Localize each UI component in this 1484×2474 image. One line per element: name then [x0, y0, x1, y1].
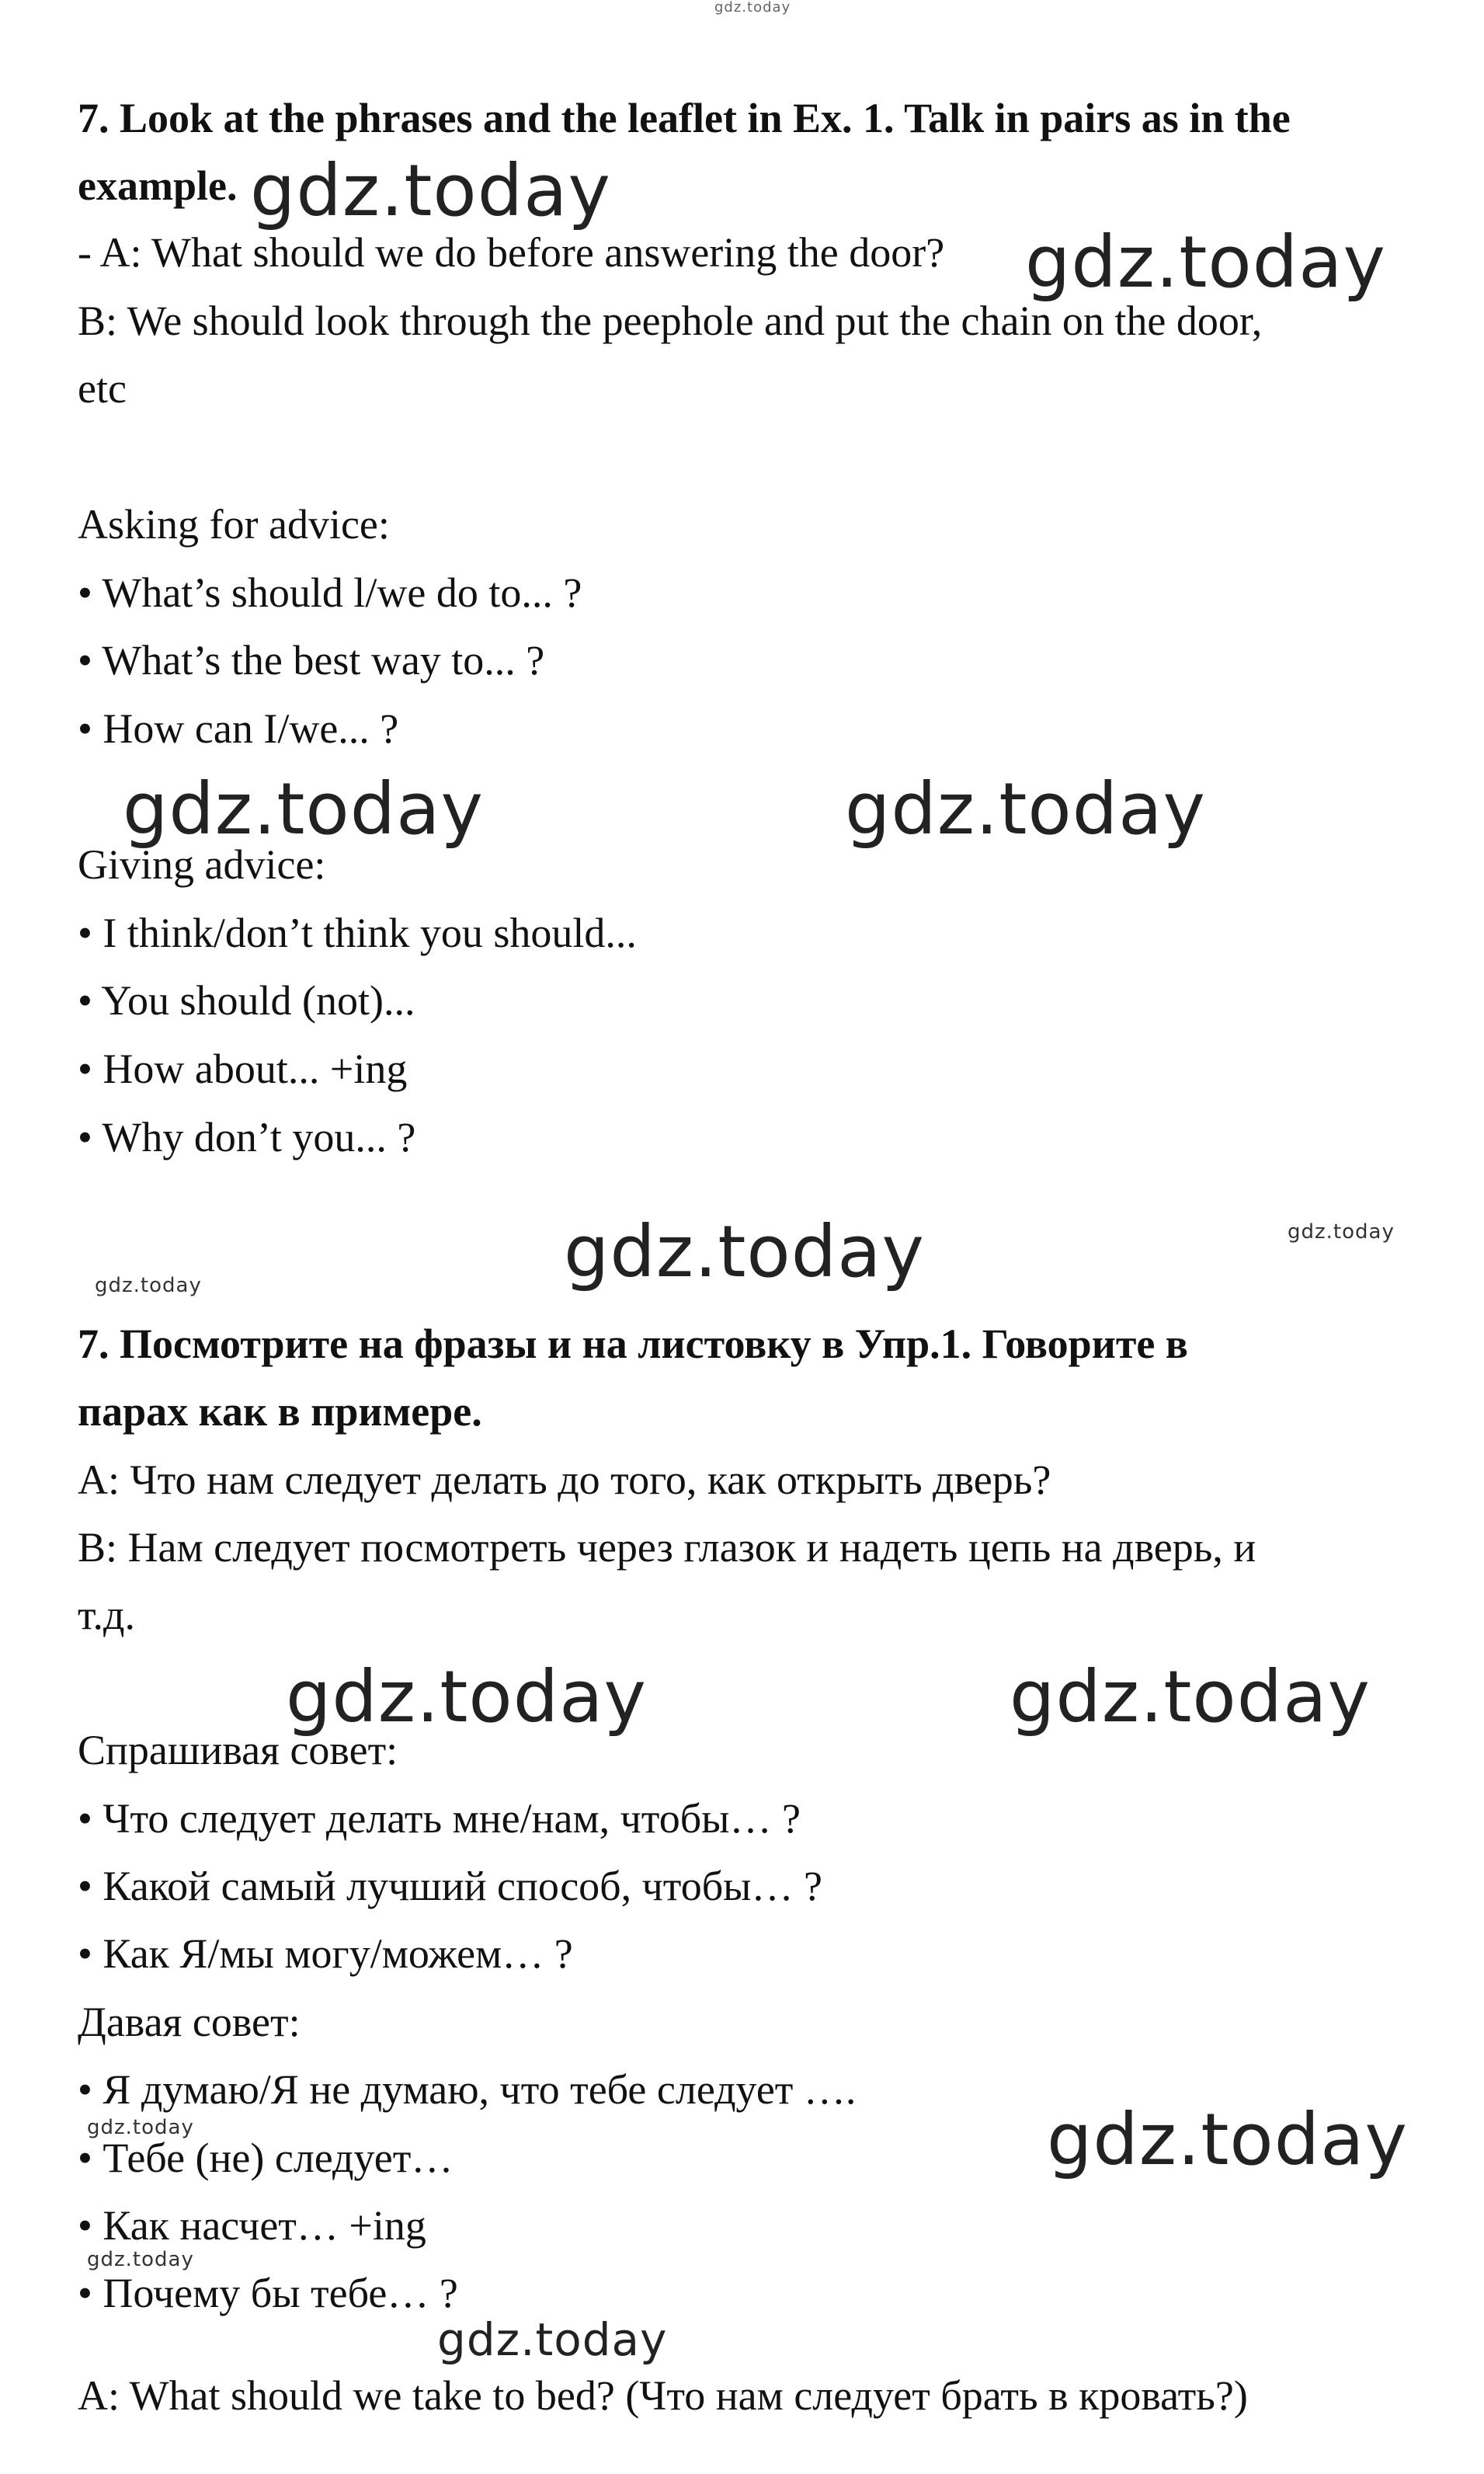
english-asking-title: Asking for advice: [78, 501, 390, 548]
watermark-small: gdz.today [95, 1274, 202, 1297]
russian-asking-title: Спрашивая совет: [78, 1727, 398, 1773]
russian-asking-item: • Что следует делать мне/нам, чтобы… ? [78, 1795, 801, 1842]
russian-heading-line1: 7. Посмотрите на фразы и на листовку в Упр.1. Говорите в [78, 1321, 1188, 1367]
watermark-small: gdz.today [87, 2248, 194, 2271]
english-asking-item: • How can I/we... ? [78, 705, 399, 752]
english-dialogue-b-line2: etc [78, 365, 127, 412]
english-asking-item: • What’s the best way to... ? [78, 637, 545, 684]
russian-giving-item: • Как насчет… +ing [78, 2202, 426, 2249]
watermark: gdz.today [123, 767, 484, 851]
english-asking-item: • What’s should l/we do to... ? [78, 569, 582, 616]
russian-dialogue-b-line1: В: Нам следует посмотреть через глазок и надеть цепь на дверь, и [78, 1524, 1256, 1571]
russian-dialogue-a: А: Что нам следует делать до того, как открыть дверь? [78, 1456, 1051, 1503]
russian-asking-item: • Как Я/мы могу/можем… ? [78, 1930, 573, 1977]
russian-asking-item: • Какой самый лучший способ, чтобы… ? [78, 1863, 822, 1909]
watermark: gdz.today [845, 767, 1206, 851]
watermark: gdz.today [564, 1210, 925, 1293]
final-line: A: What should we take to bed? (Что нам следует брать в кровать?) [78, 2372, 1248, 2419]
watermark: gdz.today [1025, 221, 1386, 304]
watermark: gdz.today [250, 149, 611, 232]
watermark: gdz.today [1010, 1655, 1371, 1738]
russian-giving-item: • Почему бы тебе… ? [78, 2270, 458, 2316]
watermark: gdz.today [286, 1655, 647, 1738]
russian-giving-title: Давая совет: [78, 1999, 301, 2045]
russian-giving-item: • Я думаю/Я не думаю, что тебе следует …. [78, 2066, 857, 2113]
english-giving-item: • How about... +ing [78, 1046, 408, 1092]
russian-dialogue-b-line2: т.д. [78, 1592, 136, 1638]
russian-giving-item: • Тебе (не) следует… [78, 2135, 454, 2181]
english-giving-title: Giving advice: [78, 841, 326, 888]
english-dialogue-b-line1: B: We should look through the peephole and put the chain on the door, [78, 298, 1263, 344]
english-dialogue-a: - A: What should we do before answering the door? [78, 229, 945, 276]
watermark-small: gdz.today [87, 2116, 194, 2139]
watermark-medium: gdz.today [437, 2313, 668, 2366]
watermark: gdz.today [1047, 2098, 1408, 2181]
english-giving-item: • I think/don’t think you should... [78, 910, 637, 956]
watermark-top: gdz.today [714, 0, 791, 16]
english-giving-item: • Why don’t you... ? [78, 1114, 416, 1160]
watermark-small: gdz.today [1288, 1220, 1395, 1244]
english-heading-line1: 7. Look at the phrases and the leaflet in Ex. 1. Talk in pairs as in the [78, 95, 1291, 141]
english-heading-line2: example. [78, 162, 238, 209]
english-giving-item: • You should (not)... [78, 977, 415, 1024]
russian-heading-line2: парах как в примере. [78, 1388, 482, 1435]
